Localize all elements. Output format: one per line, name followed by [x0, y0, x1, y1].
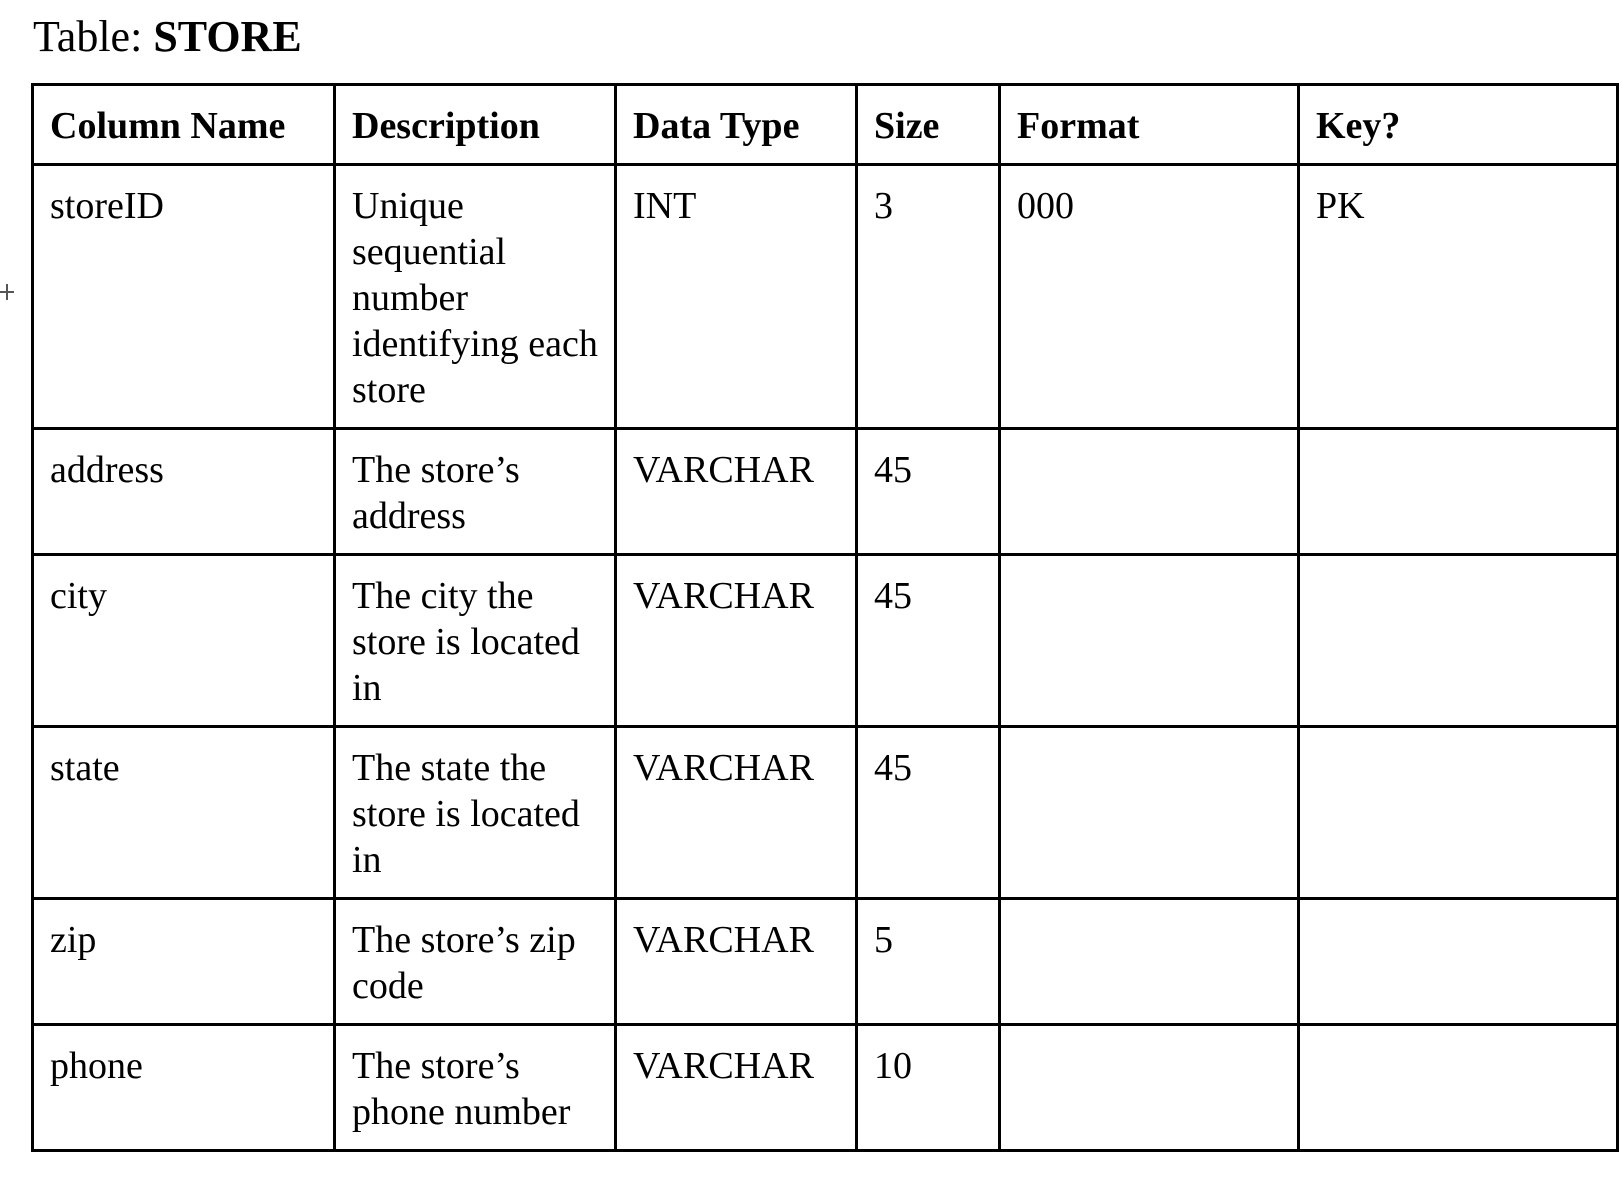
header-format: Format [1000, 85, 1299, 165]
page-title [33, 12, 302, 62]
cell-format: 000 [1000, 165, 1299, 429]
cell-data-type: VARCHAR [616, 429, 857, 555]
cell-key: PK [1299, 165, 1618, 429]
cell-column-name: state [33, 727, 335, 899]
table-name: STORE [153, 12, 302, 61]
title-prefix: Table: [33, 12, 154, 61]
cell-description: The city the store is located in [335, 555, 616, 727]
cell-column-name: city [33, 555, 335, 727]
cell-size: 10 [857, 1025, 1000, 1151]
table-row [33, 1025, 1618, 1151]
cell-size: 5 [857, 899, 1000, 1025]
cell-key [1299, 429, 1618, 555]
cell-key [1299, 555, 1618, 727]
table-row [33, 555, 1618, 727]
header-data-type: Data Type [616, 85, 857, 165]
cell-size: 3 [857, 165, 1000, 429]
header-column-name: Column Name [33, 85, 335, 165]
cell-description: The store’s zip code [335, 899, 616, 1025]
table-row [33, 727, 1618, 899]
table-row [33, 165, 1618, 429]
cell-column-name: zip [33, 899, 335, 1025]
cell-key [1299, 727, 1618, 899]
cell-key [1299, 899, 1618, 1025]
cell-format [1000, 555, 1299, 727]
cell-description: The store’s address [335, 429, 616, 555]
header-size: Size [857, 85, 1000, 165]
header-key: Key? [1299, 85, 1618, 165]
header-description: Description [335, 85, 616, 165]
table-row [33, 429, 1618, 555]
cell-format [1000, 899, 1299, 1025]
schema-table [31, 83, 1619, 1152]
cell-size: 45 [857, 727, 1000, 899]
cell-size: 45 [857, 429, 1000, 555]
cell-column-name: storeID [33, 165, 335, 429]
cell-format [1000, 1025, 1299, 1151]
table-row [33, 899, 1618, 1025]
cell-data-type: VARCHAR [616, 1025, 857, 1151]
cell-data-type: VARCHAR [616, 727, 857, 899]
cell-description: The state the store is located in [335, 727, 616, 899]
cell-data-type: VARCHAR [616, 555, 857, 727]
table-header-row [33, 85, 1618, 165]
cell-column-name: address [33, 429, 335, 555]
cell-key [1299, 1025, 1618, 1151]
row-insert-handle-icon[interactable] [0, 282, 16, 302]
cell-size: 45 [857, 555, 1000, 727]
cell-format [1000, 727, 1299, 899]
cell-description: Unique sequential number identifying each store [335, 165, 616, 429]
cell-column-name: phone [33, 1025, 335, 1151]
cell-data-type: INT [616, 165, 857, 429]
cell-data-type: VARCHAR [616, 899, 857, 1025]
cell-description: The store’s phone number [335, 1025, 616, 1151]
cell-format [1000, 429, 1299, 555]
